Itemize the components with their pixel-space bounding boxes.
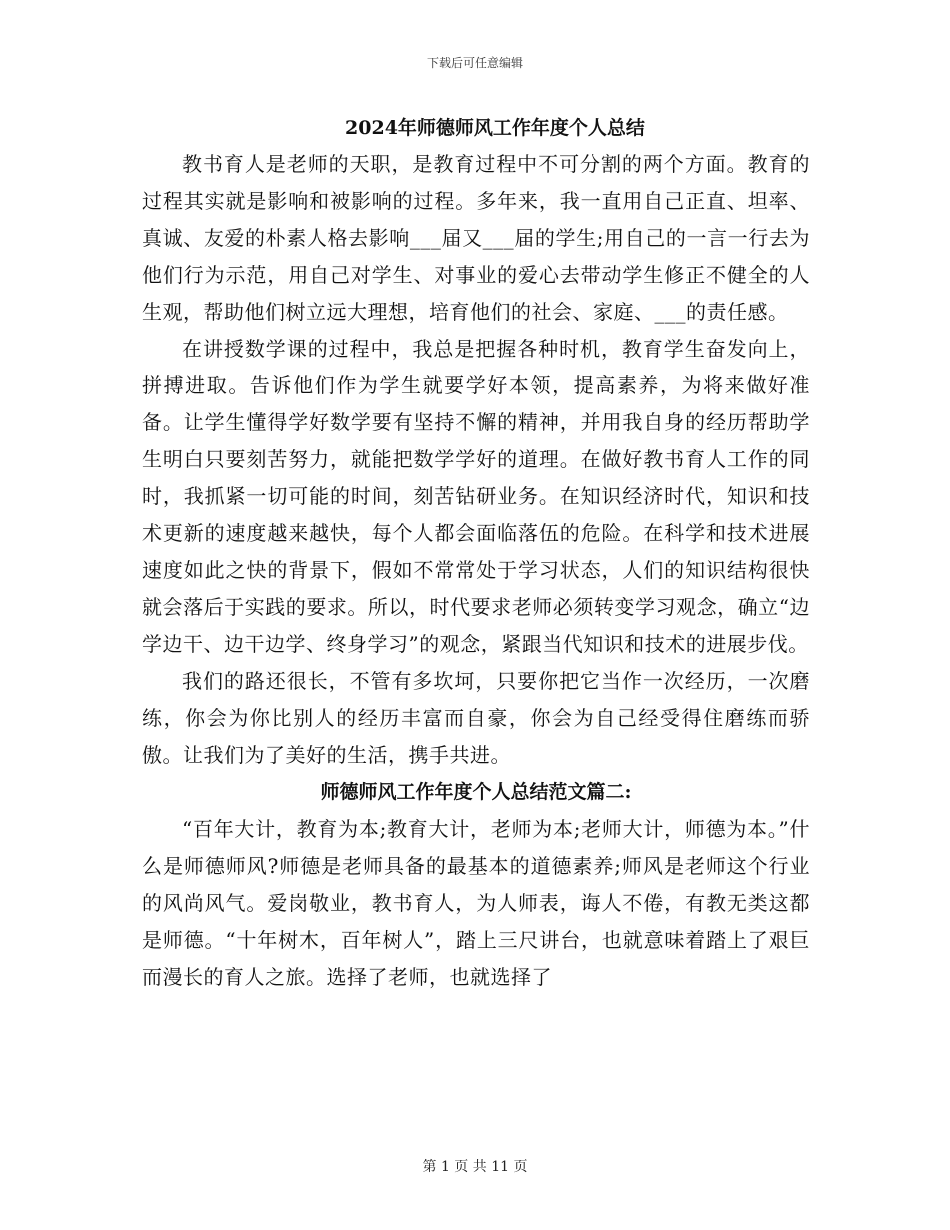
paragraph: 教书育人是老师的天职，是教育过程中不可分割的两个方面。教育的过程其实就是影响和被影响的过程。多年来，我一直用自己正直、坦率、真诚、友爱的朴素人格去影响___届又___届的学生;用自己的一言一行去为他们行为示范，用自己对学生、对事业的爱心去带动学生修正不健全的人生观，帮助他们树立远大理想，培育他们的社会、家庭、___的责任感。	[142, 152, 810, 324]
paragraph: “百年大计，教育为本;教育大计，老师为本;老师大计，师德为本。”什么是师德师风?师德是老师具备的最基本的道德素养;师风是老师这个行业的风尚风气。爱岗敬业，教书育人，为人师表，诲人不倦，有教无类这都是师德。“十年树木，百年树人”，踏上三尺讲台，也就意味着踏上了艰巨而漫长的育人之旅。选择了老师，也就选择了	[142, 817, 810, 990]
section-title: 师德师风工作年度个人总结范文篇二:	[320, 781, 632, 804]
document-title: 2024年师德师风工作年度个人总结	[345, 117, 645, 139]
header-note: 下载后可任意编辑	[426, 56, 523, 70]
paragraph: 在讲授数学课的过程中，我总是把握各种时机，教育学生奋发向上，拼搏进取。告诉他们作为学生就要学好本领，提高素养，为将来做好准备。让学生懂得学好数学要有坚持不懈的精神，并用我自身的经历帮助学生明白只要刻苦努力，就能把数学学好的道理。在做好教书育人工作的同时，我抓紧一切可能的时间，刻苦钻研业务。在知识经济时代，知识和技术更新的速度越来越快，每个人都会面临落伍的危险。在科学和技术进展速度如此之快的背景下，假如不常常处于学习状态，人们的知识结构很快就会落后于实践的要求。所以，时代要求老师必须转变学习观念，确立“边学边干、边干边学、终身学习”的观念，紧跟当代知识和技术的进展步伐。	[142, 336, 810, 656]
page-footer: 第 1 页 共 11 页	[422, 1159, 528, 1175]
document-body	[142, 110, 810, 996]
paragraph: 我们的路还很长，不管有多坎坷，只要你把它当作一次经历，一次磨练，你会为你比别人的经历丰富而自豪，你会为自己经受得住磨练而骄傲。让我们为了美好的生活，携手共进。	[142, 668, 810, 767]
